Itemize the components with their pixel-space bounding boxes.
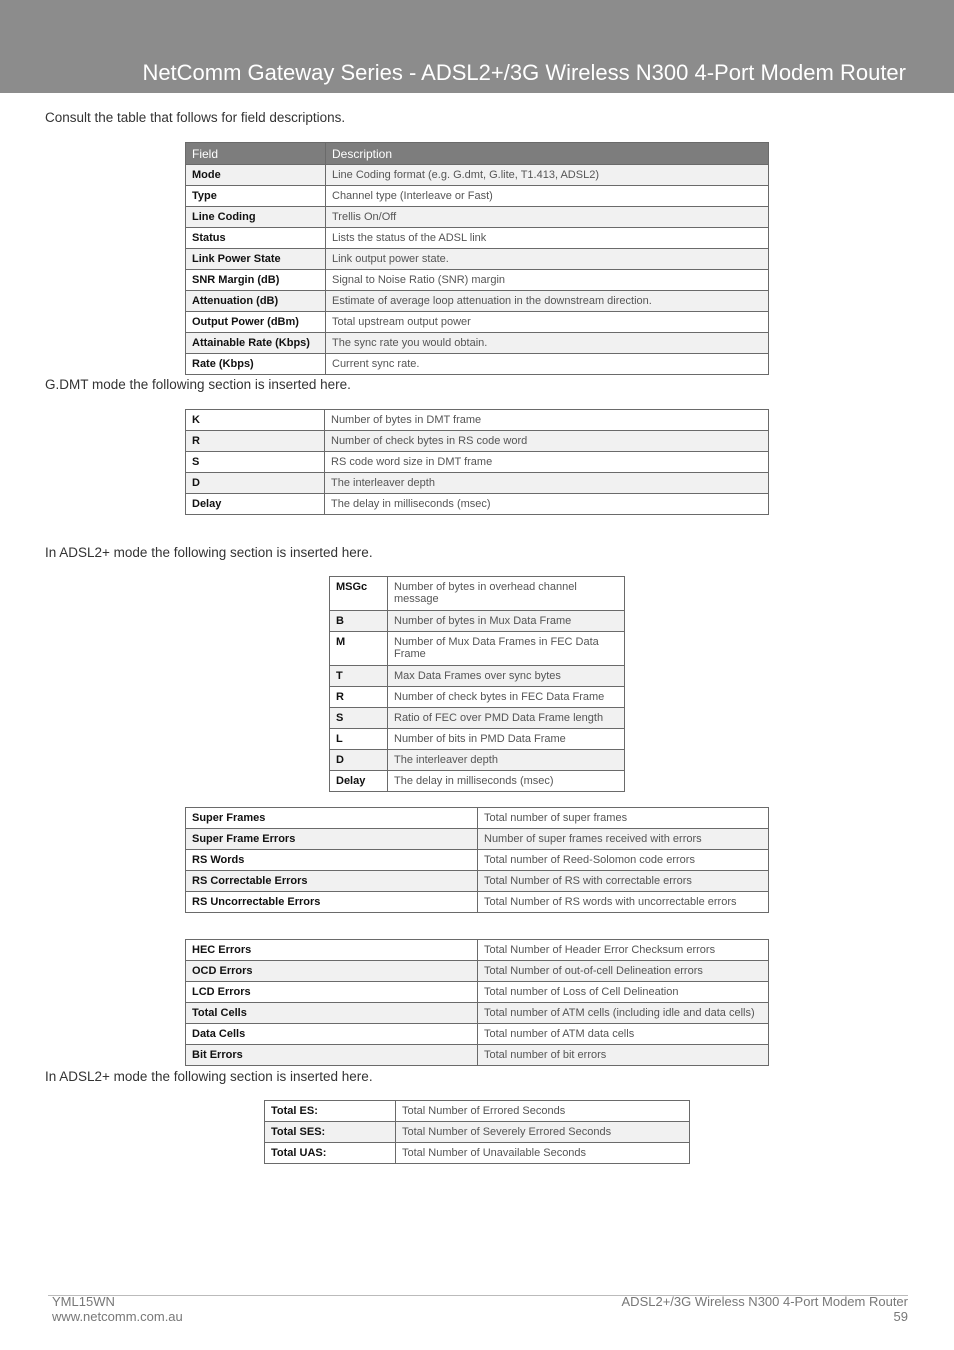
table-header-row [186, 143, 769, 165]
table-row [186, 186, 769, 207]
table-row [330, 708, 625, 729]
field-name: Rate (Kbps) [186, 354, 326, 375]
field-description: The sync rate you would obtain. [326, 333, 769, 354]
field-description: Total Number of out-of-cell Delineation errors [478, 961, 769, 982]
field-name: D [186, 473, 325, 494]
table-row [330, 771, 625, 792]
table-row [186, 207, 769, 228]
field-name: R [330, 687, 388, 708]
field-name: OCD Errors [186, 961, 478, 982]
column-header: Description [326, 143, 769, 165]
gdmt-note: G.DMT mode the following section is inserted here. [45, 377, 351, 392]
field-description: Number of Mux Data Frames in FEC Data Frame [388, 632, 625, 666]
page-title: NetComm Gateway Series - ADSL2+/3G Wireless N300 4-Port Modem Router [142, 60, 906, 85]
field-name: Super Frames [186, 808, 478, 829]
table-row [330, 750, 625, 771]
field-description: Total number of Loss of Cell Delineation [478, 982, 769, 1003]
super-frames-table [185, 807, 769, 913]
table-row [186, 228, 769, 249]
field-description: Total number of super frames [478, 808, 769, 829]
table-row [186, 410, 769, 431]
field-description: Total Number of Severely Errored Seconds [396, 1122, 690, 1143]
field-name: Output Power (dBm) [186, 312, 326, 333]
field-name: B [330, 611, 388, 632]
field-name: Data Cells [186, 1024, 478, 1045]
field-description: RS code word size in DMT frame [325, 452, 769, 473]
field-name: R [186, 431, 325, 452]
field-name: Bit Errors [186, 1045, 478, 1066]
field-name: D [330, 750, 388, 771]
field-name: LCD Errors [186, 982, 478, 1003]
field-description: Total Number of Errored Seconds [396, 1101, 690, 1122]
table-row [330, 577, 625, 611]
field-name: HEC Errors [186, 940, 478, 961]
field-description: Lists the status of the ADSL link [326, 228, 769, 249]
field-name: Attainable Rate (Kbps) [186, 333, 326, 354]
field-name: Total SES: [265, 1122, 396, 1143]
field-description: Total number of bit errors [478, 1045, 769, 1066]
field-description: Total number of ATM data cells [478, 1024, 769, 1045]
field-description: Max Data Frames over sync bytes [388, 666, 625, 687]
table-row [186, 431, 769, 452]
field-description: Number of bytes in DMT frame [325, 410, 769, 431]
field-description: Number of super frames received with errors [478, 829, 769, 850]
field-name: SNR Margin (dB) [186, 270, 326, 291]
field-name: MSGc [330, 577, 388, 611]
table-row [265, 1143, 690, 1164]
adsl2-table [329, 576, 625, 792]
footer-page-number: 59 [893, 1309, 908, 1324]
adsl2-note: In ADSL2+ mode the following section is inserted here. [45, 545, 373, 560]
field-name: L [330, 729, 388, 750]
field-name: Total ES: [265, 1101, 396, 1122]
table-row [330, 687, 625, 708]
table-row [186, 165, 769, 186]
table-row [186, 354, 769, 375]
field-description: Total number of Reed-Solomon code errors [478, 850, 769, 871]
field-name: Line Coding [186, 207, 326, 228]
page-header [0, 0, 954, 93]
table-row [186, 871, 769, 892]
field-description: Number of bits in PMD Data Frame [388, 729, 625, 750]
table-row [186, 473, 769, 494]
field-description: Total Number of Header Error Checksum errors [478, 940, 769, 961]
table-row [186, 452, 769, 473]
table-row [186, 249, 769, 270]
field-name: M [330, 632, 388, 666]
field-description: Signal to Noise Ratio (SNR) margin [326, 270, 769, 291]
table-row [186, 312, 769, 333]
field-name: Link Power State [186, 249, 326, 270]
field-description: Total number of ATM cells (including idle and data cells) [478, 1003, 769, 1024]
table-row [186, 1024, 769, 1045]
field-description: Estimate of average loop attenuation in the downstream direction. [326, 291, 769, 312]
adsl2-note-second: In ADSL2+ mode the following section is inserted here. [45, 1069, 373, 1084]
field-name: RS Correctable Errors [186, 871, 478, 892]
field-description: Number of check bytes in FEC Data Frame [388, 687, 625, 708]
table-row [186, 1003, 769, 1024]
table-row [186, 494, 769, 515]
field-name: RS Uncorrectable Errors [186, 892, 478, 913]
footer-model: YML15WN [52, 1294, 115, 1309]
errored-seconds-table [264, 1100, 690, 1164]
table-row [330, 611, 625, 632]
footer-website[interactable]: www.netcomm.com.au [52, 1309, 183, 1324]
table-row [265, 1101, 690, 1122]
field-description: Total Number of Unavailable Seconds [396, 1143, 690, 1164]
field-description: The delay in milliseconds (msec) [325, 494, 769, 515]
field-description: Ratio of FEC over PMD Data Frame length [388, 708, 625, 729]
field-name: Super Frame Errors [186, 829, 478, 850]
table-row [265, 1122, 690, 1143]
field-description: Number of check bytes in RS code word [325, 431, 769, 452]
table-row [186, 829, 769, 850]
field-name: Delay [330, 771, 388, 792]
field-name: K [186, 410, 325, 431]
field-name: T [330, 666, 388, 687]
footer-product: ADSL2+/3G Wireless N300 4-Port Modem Router [621, 1294, 908, 1309]
field-name: Total Cells [186, 1003, 478, 1024]
field-name: S [330, 708, 388, 729]
gdmt-table [185, 409, 769, 515]
field-description: The delay in milliseconds (msec) [388, 771, 625, 792]
field-description: Number of bytes in overhead channel message [388, 577, 625, 611]
field-description: Trellis On/Off [326, 207, 769, 228]
table-row [186, 940, 769, 961]
table-row [186, 291, 769, 312]
field-description: Number of bytes in Mux Data Frame [388, 611, 625, 632]
field-name: Mode [186, 165, 326, 186]
field-description: The interleaver depth [388, 750, 625, 771]
column-header: Field [186, 143, 326, 165]
table-row [330, 729, 625, 750]
field-description: Current sync rate. [326, 354, 769, 375]
table-row [330, 666, 625, 687]
field-description: Channel type (Interleave or Fast) [326, 186, 769, 207]
table-row [186, 850, 769, 871]
field-name: Status [186, 228, 326, 249]
field-name: RS Words [186, 850, 478, 871]
table-row [186, 961, 769, 982]
field-description: Link output power state. [326, 249, 769, 270]
intro-text: Consult the table that follows for field descriptions. [45, 110, 346, 125]
field-name: Delay [186, 494, 325, 515]
table-row [186, 982, 769, 1003]
field-description: Total upstream output power [326, 312, 769, 333]
field-name: S [186, 452, 325, 473]
cell-errors-table [185, 939, 769, 1066]
table-row [186, 808, 769, 829]
field-description: Total Number of RS words with uncorrectable errors [478, 892, 769, 913]
field-description: Total Number of RS with correctable errors [478, 871, 769, 892]
field-name: Total UAS: [265, 1143, 396, 1164]
table-row [186, 1045, 769, 1066]
field-description-table [185, 142, 769, 375]
field-name: Attenuation (dB) [186, 291, 326, 312]
field-name: Type [186, 186, 326, 207]
table-row [330, 632, 625, 666]
field-description: Line Coding format (e.g. G.dmt, G.lite, T1.413, ADSL2) [326, 165, 769, 186]
table-row [186, 270, 769, 291]
field-description: The interleaver depth [325, 473, 769, 494]
table-row [186, 892, 769, 913]
table-row [186, 333, 769, 354]
